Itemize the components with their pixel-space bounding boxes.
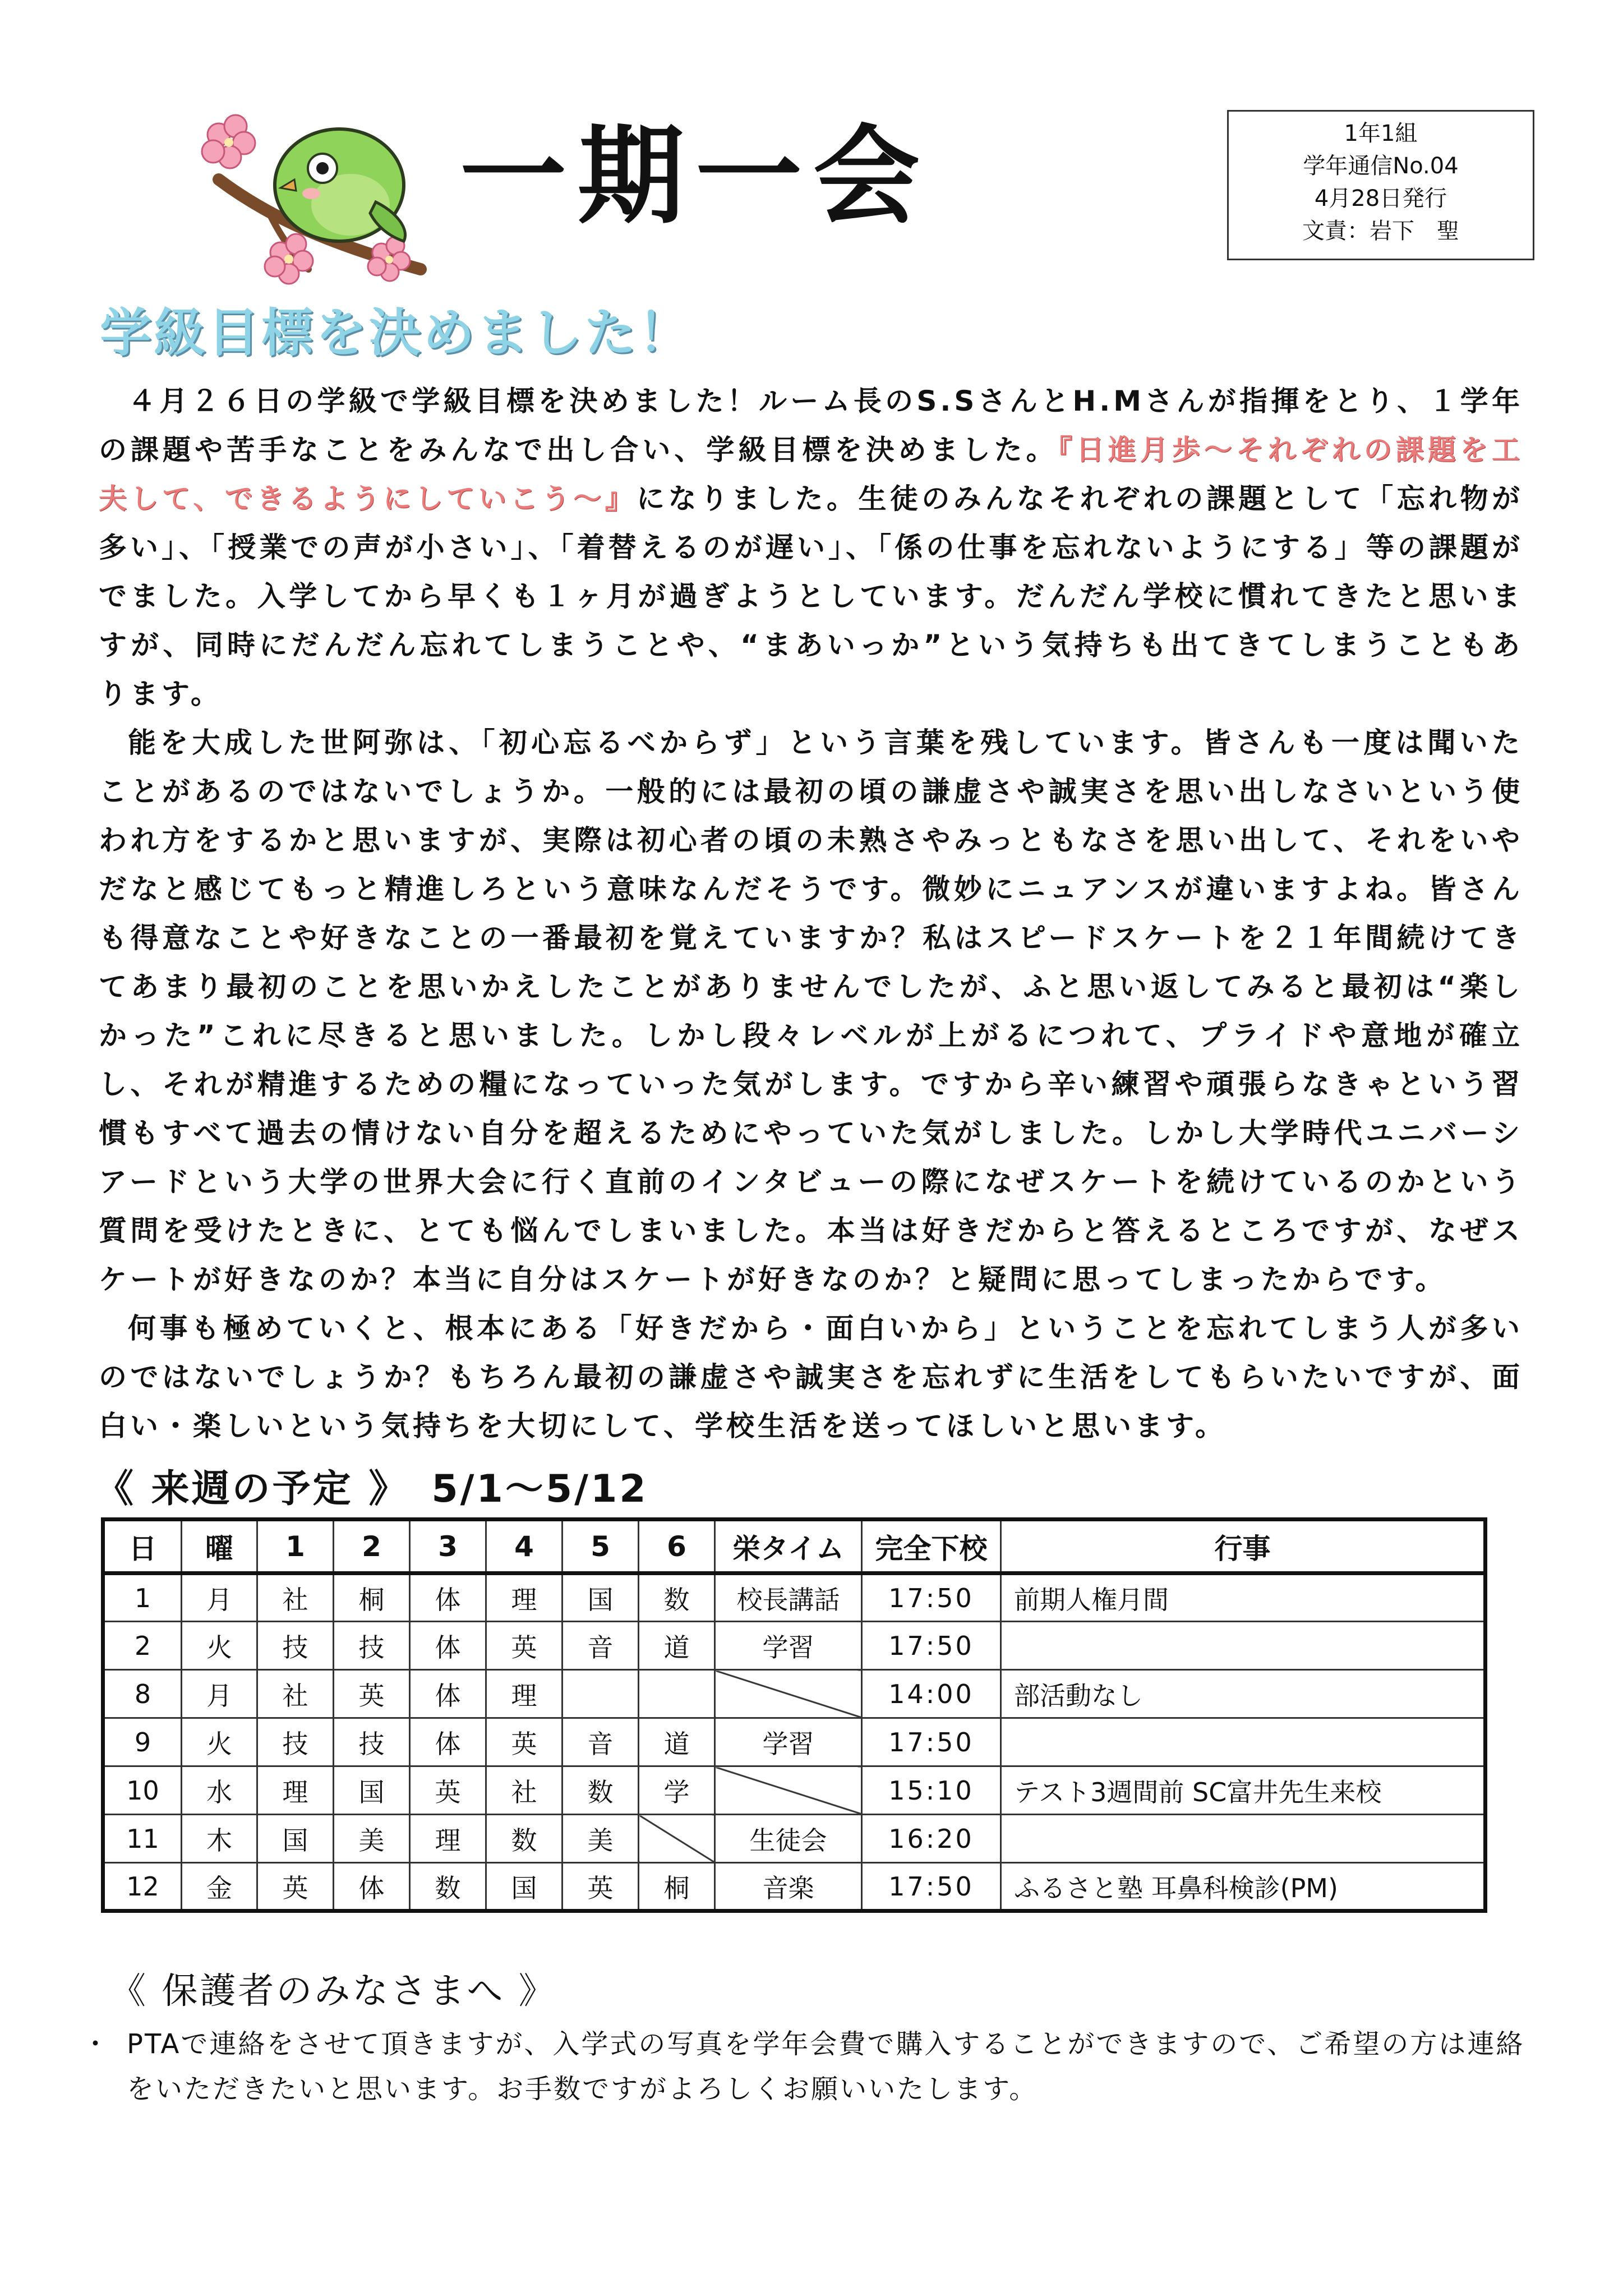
- cell-period: 数: [639, 1573, 715, 1622]
- header-period-3: 3: [410, 1520, 486, 1573]
- cell-period: 体: [410, 1573, 486, 1622]
- article-body: [99, 377, 1523, 1451]
- schedule-heading: [95, 1458, 648, 1513]
- cell-sakae-empty: [715, 1766, 862, 1815]
- cell-period: [639, 1670, 715, 1718]
- cell-day: 11: [103, 1815, 182, 1863]
- cell-sakae: 校長講話: [715, 1573, 862, 1622]
- cell-period: 体: [410, 1670, 486, 1718]
- cell-period: 体: [334, 1863, 410, 1911]
- cell-period: 数: [562, 1766, 639, 1815]
- article-paragraph-1: [99, 377, 1523, 719]
- cell-day: 2: [103, 1622, 182, 1670]
- header-period-2: 2: [334, 1520, 410, 1573]
- cell-period: 英: [257, 1863, 334, 1911]
- cell-period: 国: [334, 1766, 410, 1815]
- cell-period: 桐: [334, 1573, 410, 1622]
- article-paragraph-2: 能を大成した世阿弥は、「初心忘るべからず」という言葉を残しています。皆さんも一度は聞いたことがあるのではないでしょうか。一般的には最初の頃の謙虚さや誠実さを思い出しなさいという使われ方をするかと思いますが、実際は初心者の頃の未熟さやみっともなさを思い出して、それをいやだなと感じてもっと精進しろという意味なんだそうです。微妙にニュアンスが違いますよね。皆さんも得意なことや好きなことの一番最初を覚えていますか？私はスピードスケートを２１年間続けてきてあまり最初のことを思いかえしたことがありませんでしたが、ふと思い返してみると最初は“楽しかった”これに尽きると思いました。しかし段々レベルが上がるにつれて、プライドや意地が確立し、それが精進するための糧になっていった気がします。ですから辛い練習や頑張らなきゃという習慣もすべて過去の情けない自分を超えるためにやっていた気がしました。しかし大学時代ユニバーシアードという大学の世界大会に行く直前のインタビューの際になぜスケートを続けているのかという質問を受けたときに、とても悩んでしまいました。本当は好きだからと答えるところですが、なぜスケートが好きなのか？本当に自分はスケートが好きなのか？と疑問に思ってしまったからです。: [99, 726, 1523, 1296]
- cell-period: 社: [257, 1573, 334, 1622]
- table-row: [103, 1766, 1486, 1815]
- cell-period: 道: [639, 1718, 715, 1766]
- cell-day: 12: [103, 1863, 182, 1911]
- cell-period: 技: [334, 1718, 410, 1766]
- cell-period: 社: [257, 1670, 334, 1718]
- cell-event: テスト3週間前 SC富井先生来校: [1001, 1766, 1486, 1815]
- table-row: [103, 1670, 1486, 1718]
- table-row: [103, 1718, 1486, 1766]
- cell-event: ふるさと塾 耳鼻科検診(PM): [1001, 1863, 1486, 1911]
- issue-number: 学年通信No.04: [1303, 153, 1459, 179]
- cell-period-empty: [639, 1815, 715, 1863]
- cell-day: 10: [103, 1766, 182, 1815]
- cell-day: 9: [103, 1718, 182, 1766]
- parents-notice: [82, 2022, 1546, 2111]
- cell-event: [1001, 1718, 1486, 1766]
- cell-period: [562, 1670, 639, 1718]
- cell-period: 技: [257, 1622, 334, 1670]
- cell-day: 1: [103, 1573, 182, 1622]
- paragraph-1-text-cont: になりました。生徒のみんなそれぞれの課題として「忘れ物が多い」、「授業での声が小さい」、「着替えるのが遅い」、「係の仕事を忘れないようにする」等の課題がでました。入学してから早くも１ヶ月が過ぎようとしています。だんだん学校に慣れてきたと思いますが、同時にだんだん忘れてしまうことや、“まあいっか”という気持ちも出てきてしまうこともあります。: [99, 482, 1524, 710]
- section-heading: 学級目標を決めました！: [100, 303, 693, 363]
- cell-period: 英: [410, 1766, 486, 1815]
- cell-sakae: 生徒会: [715, 1815, 862, 1863]
- cell-dismissal: 17:50: [862, 1622, 1001, 1670]
- header-period-4: 4: [486, 1520, 562, 1573]
- schedule-range: 5/1～5/12: [431, 1467, 648, 1511]
- cell-day: 8: [103, 1670, 182, 1718]
- cell-weekday: 月: [182, 1573, 257, 1622]
- cell-period: 道: [639, 1622, 715, 1670]
- cell-sakae: 学習: [715, 1622, 862, 1670]
- parents-notice-text: PTAで連絡をさせて頂きますが、入学式の写真を学年会費で購入することができますので、ご希望の方は連絡をいただきたいと思います。お手数ですがよろしくお願いいたします。: [127, 2028, 1525, 2105]
- class-goal-highlight: 『日進月歩～それぞれの課題を工夫して、できるようにしていこう～』: [99, 434, 1524, 515]
- cell-dismissal: 17:50: [862, 1863, 1001, 1911]
- cell-period: 英: [486, 1718, 562, 1766]
- table-row: [103, 1622, 1486, 1670]
- parents-notice-item: [82, 2022, 1546, 2111]
- issue-class: 1年1組: [1344, 121, 1418, 146]
- cell-dismissal: 14:00: [862, 1670, 1001, 1718]
- cell-event: [1001, 1622, 1486, 1670]
- cell-period: 国: [486, 1863, 562, 1911]
- schedule-title: 《 来週の予定 》: [95, 1467, 409, 1511]
- cell-period: 体: [410, 1622, 486, 1670]
- cell-event: [1001, 1815, 1486, 1863]
- cell-weekday: 月: [182, 1670, 257, 1718]
- header-period-5: 5: [562, 1520, 639, 1573]
- cell-weekday: 火: [182, 1622, 257, 1670]
- cell-period: 体: [410, 1718, 486, 1766]
- table-row: [103, 1573, 1486, 1622]
- issue-author: 文責：岩下 聖: [1302, 218, 1459, 244]
- issue-info-box: [1227, 110, 1534, 260]
- cell-period: 音: [562, 1718, 639, 1766]
- cell-dismissal: 17:50: [862, 1573, 1001, 1622]
- cell-weekday: 金: [182, 1863, 257, 1911]
- cell-dismissal: 17:50: [862, 1718, 1001, 1766]
- header-period-1: 1: [257, 1520, 334, 1573]
- header-sakae-time: 栄タイム: [715, 1520, 862, 1573]
- cell-dismissal: 15:10: [862, 1766, 1001, 1815]
- newsletter-title: 一期一会: [460, 114, 932, 238]
- cell-period: 数: [410, 1863, 486, 1911]
- paragraph-1-text: ４月２６日の学級で学級目標を決めました！ルーム長のS.SさんとH.Mさんが指揮をとり、１学年の課題や苦手なことをみんなで出し合い、学級目標を決めました。: [99, 385, 1523, 466]
- cell-period: 音: [562, 1622, 639, 1670]
- table-row: [103, 1815, 1486, 1863]
- article-paragraph-3: 何事も極めていくと、根本にある「好きだから・面白いから」ということを忘れてしまう人が多いのではないでしょうか？もちろん最初の謙虚さや誠実さを忘れずに生活をしてもらいたいですが、面白い・楽しいという気持ちを大切にして、学校生活を送ってほしいと思います。: [99, 1312, 1523, 1442]
- bullet-icon: ・: [82, 2028, 111, 2060]
- cell-period: 技: [257, 1718, 334, 1766]
- cell-weekday: 水: [182, 1766, 257, 1815]
- cell-sakae-empty: [715, 1670, 862, 1718]
- cell-period: 英: [334, 1670, 410, 1718]
- schedule-table: [101, 1517, 1487, 1913]
- header-weekday: 曜: [182, 1520, 257, 1573]
- header-dismissal: 完全下校: [862, 1520, 1001, 1573]
- cell-period: 学: [639, 1766, 715, 1815]
- issue-date: 4月28日発行: [1314, 186, 1447, 211]
- table-row: [103, 1863, 1486, 1911]
- cell-period: 桐: [639, 1863, 715, 1911]
- header-day: 日: [103, 1520, 182, 1573]
- cell-sakae: 学習: [715, 1718, 862, 1766]
- cell-event: 前期人権月間: [1001, 1573, 1486, 1622]
- cell-period: 理: [486, 1573, 562, 1622]
- cell-period: 理: [486, 1670, 562, 1718]
- cell-period: 英: [486, 1622, 562, 1670]
- schedule-header-row: [103, 1520, 1486, 1573]
- header-period-6: 6: [639, 1520, 715, 1573]
- cell-dismissal: 16:20: [862, 1815, 1001, 1863]
- cell-period: 数: [486, 1815, 562, 1863]
- cell-weekday: 火: [182, 1718, 257, 1766]
- cell-event: 部活動なし: [1001, 1670, 1486, 1718]
- cell-period: 国: [257, 1815, 334, 1863]
- cell-period: 国: [562, 1573, 639, 1622]
- header-events: 行事: [1001, 1520, 1486, 1573]
- bird-on-plum-branch-illustration: [196, 101, 437, 286]
- cell-period: 美: [334, 1815, 410, 1863]
- cell-sakae: 音楽: [715, 1863, 862, 1911]
- cell-weekday: 木: [182, 1815, 257, 1863]
- cell-period: 美: [562, 1815, 639, 1863]
- cell-period: 英: [562, 1863, 639, 1911]
- cell-period: 理: [257, 1766, 334, 1815]
- cell-period: 社: [486, 1766, 562, 1815]
- cell-period: 技: [334, 1622, 410, 1670]
- parents-heading: 《 保護者のみなさまへ 》: [110, 1971, 557, 2012]
- cell-period: 理: [410, 1815, 486, 1863]
